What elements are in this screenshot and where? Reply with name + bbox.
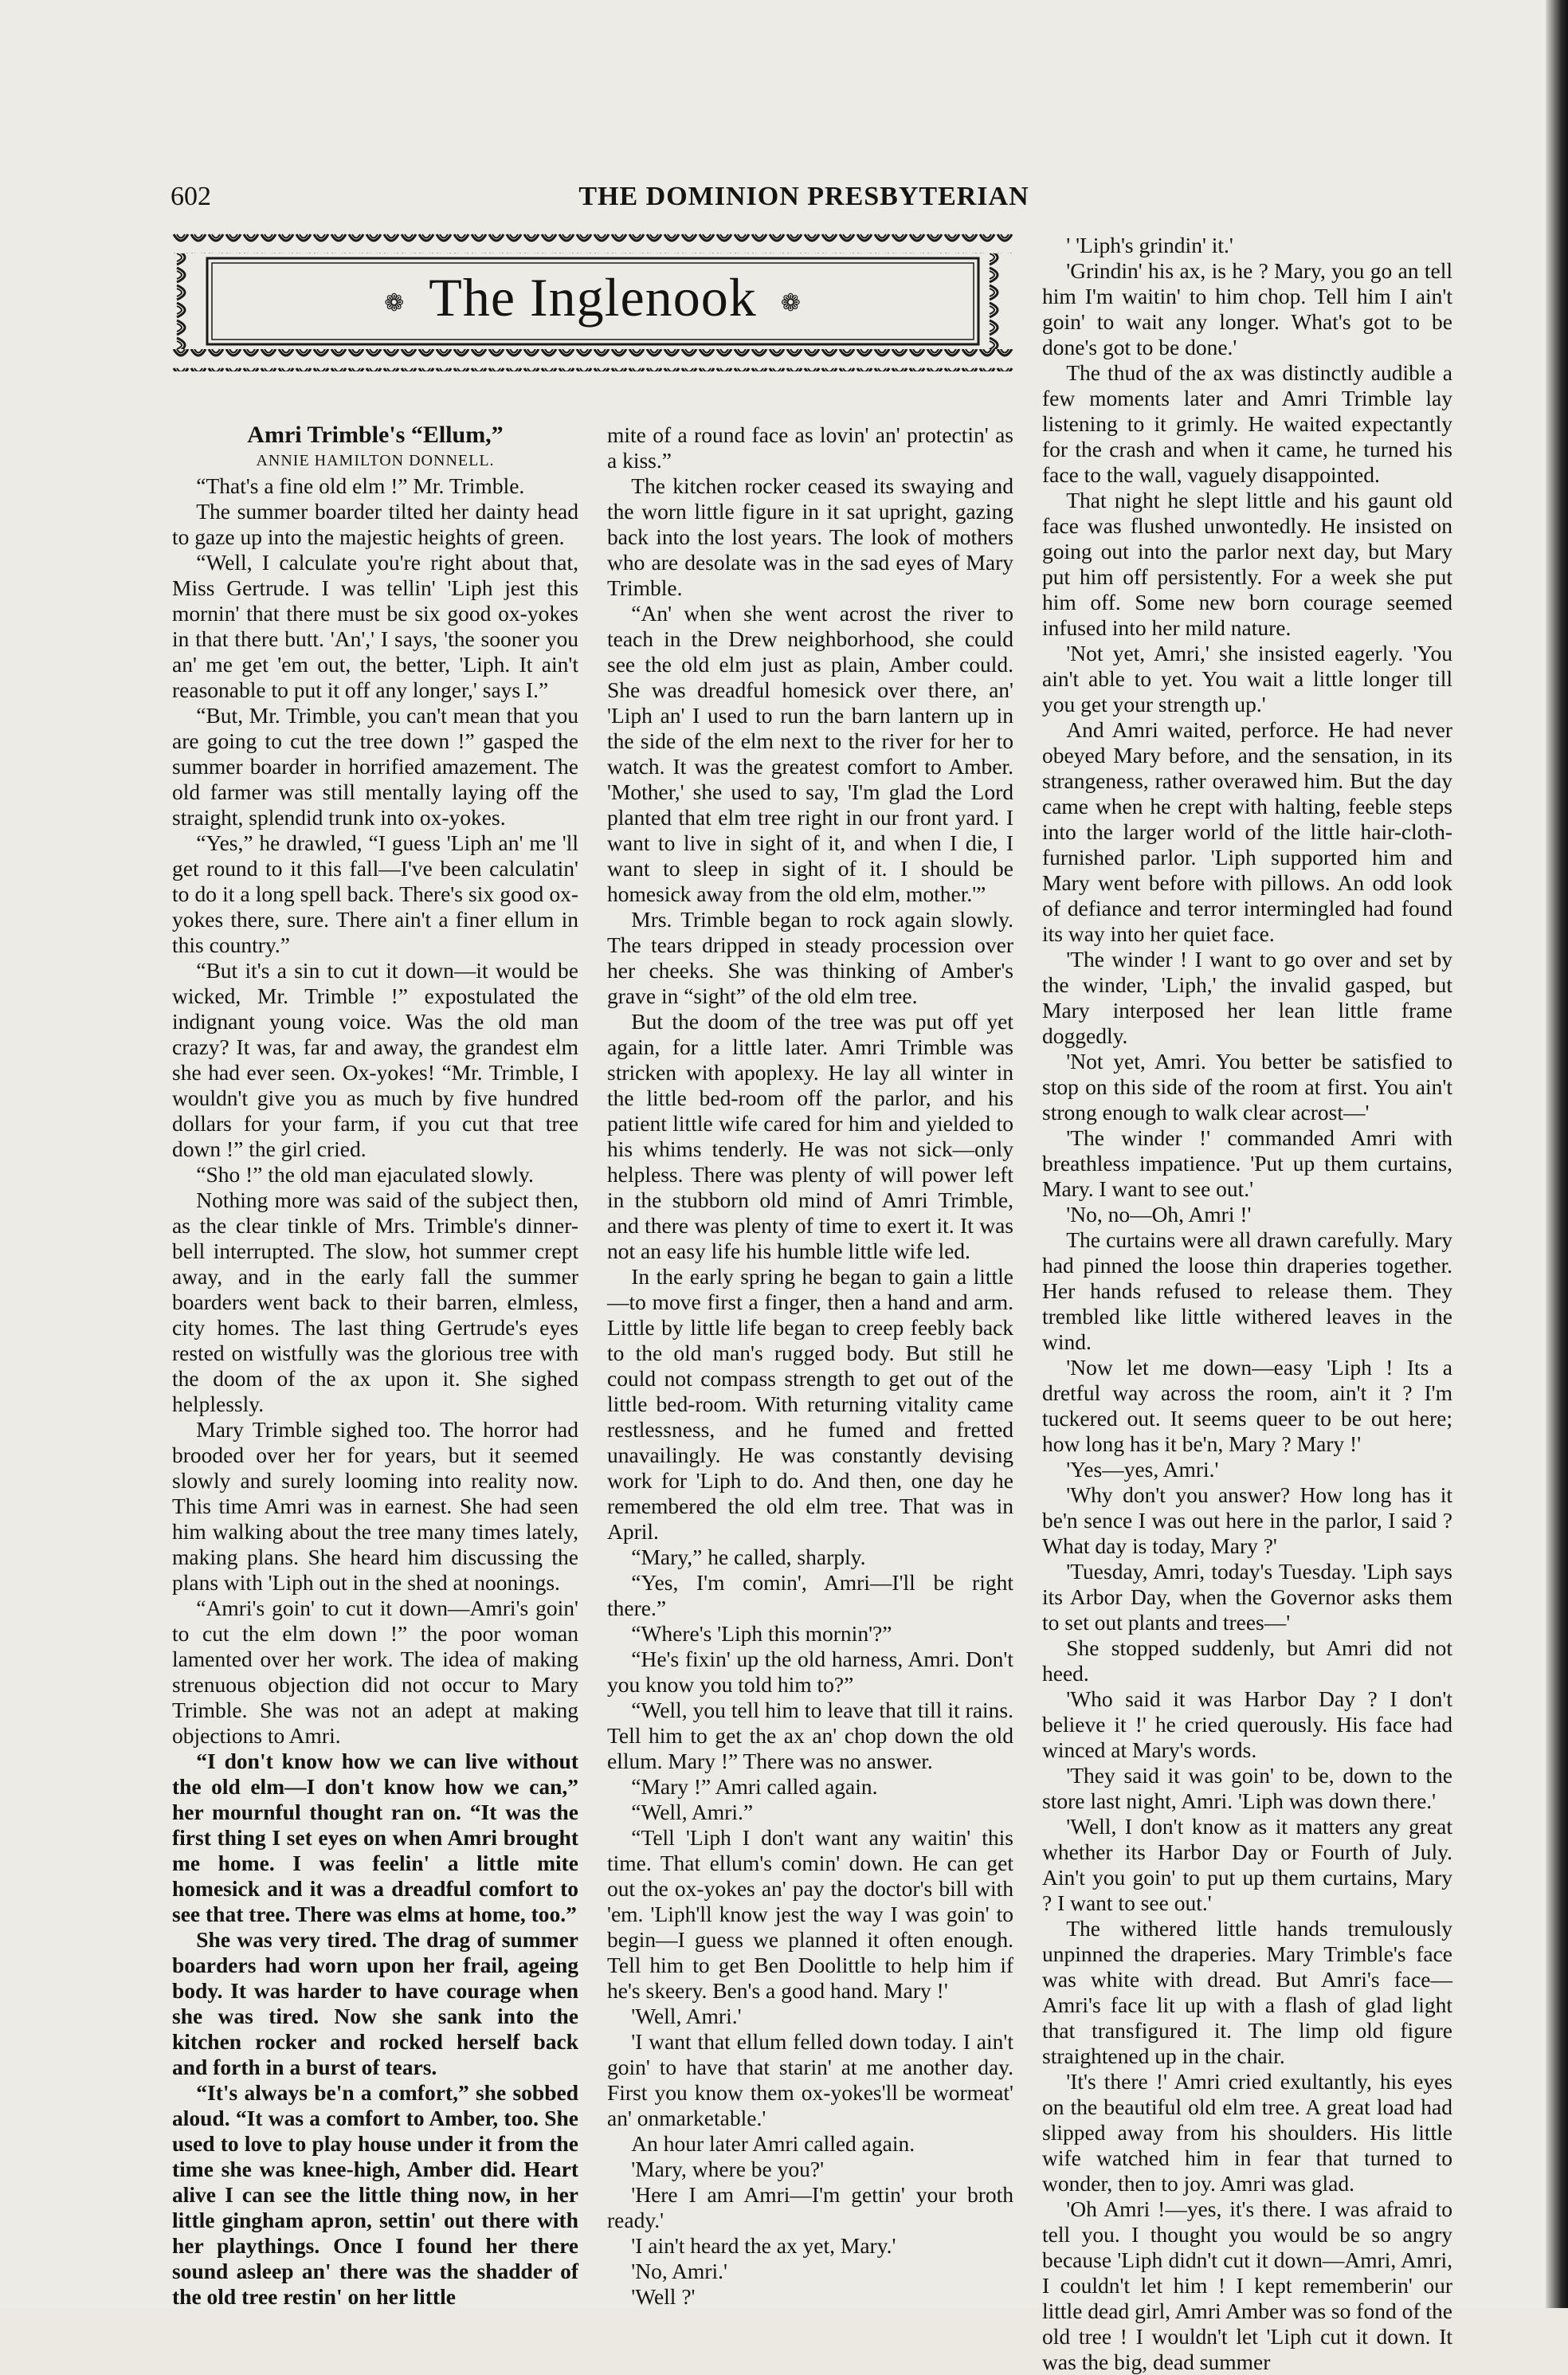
paragraph: In the early spring he began to gain a little—to move first a finger, then a hand and arm. Little by little life began to creep feebly back to the old man's rugged body. But still he could not compass strength to get out of the little bed-room. With returning vitality came restlessness, and he fumed and fretted unavailingly. He was constantly devising work for 'Liph to do. And then, one day he remembered the old elm tree. That was in April. [607,1264,1013,1544]
paragraph: 'Well, I don't know as it matters any great whether its Harbor Day or Fourth of July. Ain't you goin' to put up them curtains, Mary ? I want to see out.' [1042,1814,1452,1915]
paragraph: “An' when she went acrost the river to teach in the Drew neighborhood, she could see the old elm just as plain, Amber could. She was dreadful homesick over there, an' 'Liph an' I used to run the barn lantern up in the side of the elm next to the river for her to watch. It was the greatest comfort to Amber. 'Mother,' she used to say, 'I'm glad the Lord planted that elm tree right in our front yard. I want to live in sight of it, and when I die, I want to sleep in sight of it. I should be homesick away from the old elm, mother.'” [607,601,1013,906]
paragraph: The summer boarder tilted her dainty head to gaze up into the majestic heights of green. [172,499,578,549]
paragraph: 'Why don't you answer? How long has it be'n sence I was out here in the parlor, I said ? What day is today, Mary ?' [1042,1482,1452,1558]
banner-title-row [172,266,1013,329]
ornament-left-icon: ❁ [384,289,406,316]
paragraph: Nothing more was said of the subject then, as the clear tinkle of Mrs. Trimble's dinner-bell interrupted. The slow, hot summer crept away, and in the early fall the summer boarders went back to their barren, elmless, city homes. The last thing Gertrude's eyes rested on wistfully was the glorious tree with the doom of the ax upon it. She sighed helplessly. [172,1188,578,1416]
paragraph: 'I want that ellum felled down today. I ain't goin' to have that starin' at me another day. First you know them ox-yokes'll be wormeat' an' onmarketable.' [607,2029,1013,2130]
paragraph: 'The winder ! I want to go over and set by the winder, 'Liph,' the invalid gasped, but Mary interposed her lean little frame doggedly. [1042,947,1452,1048]
page-header [171,182,1374,222]
paragraph: 'No, Amri.' [631,2259,727,2283]
paragraph: 'Well ?' [631,2284,696,2309]
paragraph: 'Not yet, Amri,' she insisted eagerly. 'You ain't able to yet. You wait a little longer till you get your strength up.' [1042,641,1452,716]
paragraph: 'Not yet, Amri. You better be satisfied to stop on this side of the room at first. You ain't strong enough to walk clear acrost—' [1042,1049,1452,1125]
paragraph: “Amri's goin' to cut it down—Amri's goin' to cut the elm down !” the poor woman lamented over her work. The idea of making strenuous objection did not occur to Mary Trimble. She was not an adept at making objections to Amri. [172,1596,578,1748]
paragraph: Mary Trimble sighed too. The horror had brooded over her for years, but it seemed slowly and surely looming into reality now. This time Amri was in earnest. She had seen him walking about the tree many times lately, making plans. She heard him discussing the plans with 'Liph out in the shed at noonings. [172,1417,578,1595]
paragraph: “Yes, I'm comin', Amri—I'll be right there.” [607,1570,1013,1620]
paragraph: 'Grindin' his ax, is he ? Mary, you go an tell him I'm waitin' to him chop. Tell him I ain't goin' to wait any longer. What's got to be done's got to be done.' [1042,258,1452,359]
page-number: 602 [171,182,211,211]
paragraph: “It's always be'n a comfort,” she sobbed aloud. “It was a comfort to Amber, too. She used to love to play house under it from the time she was knee-high, Amber did. Heart alive I can see the little thing now, in her little gingham apron, settin' out there with her playthings. Once I found her there sound asleep an' there was the shadder of the old tree restin' on her little [172,2080,578,2309]
paragraph: She was very tired. The drag of summer boarders had worn upon her frail, ageing body. It was harder to have courage when she was tired. Now she sank into the kitchen rocker and rocked herself back and forth in a burst of tears. [172,1927,578,2079]
paragraph: 'I ain't heard the ax yet, Mary.' [631,2233,896,2258]
paragraph: And Amri waited, perforce. He had never obeyed Mary before, and the sensation, in its strangeness, rather overawed him. But the day came when he crept with halting, feeble steps into the larger world of the little hair-cloth-furnished parlor. 'Liph supported him and Mary went before with pillows. An odd look of defiance and terror intermingled had found its way into her quiet face. [1042,717,1452,946]
paragraph: “Where's 'Liph this mornin'?” [631,1621,892,1646]
story-author: ANNIE HAMILTON DONNELL. [256,452,495,469]
paragraph: 'Mary, where be you?' [631,2157,825,2181]
paragraph: Mrs. Trimble began to rock again slowly. The tears dripped in steady procession over her cheeks. She was thinking of Amber's grave in “sight” of the old elm tree. [607,907,1013,1008]
paragraph: 'Now let me down—easy 'Liph ! Its a dretful way across the room, ain't it ? I'm tuckered out. It seems queer to be out here; how long has it be'n, Mary ? Mary !' [1042,1355,1452,1456]
paragraph: The thud of the ax was distinctly audible a few moments later and Amri Trimble lay listening to it grimly. He waited expectantly for the crash and when it came, he turned his face to the wall, vaguely disappointed. [1042,360,1452,487]
paragraph: 'Oh Amri !—yes, it's there. I was afraid to tell you. I thought you would be so angry because 'Liph didn't cut it down—Amri, Amri, I couldn't let him ! I kept rememberin' our little dead girl, Amri Amber was so fond of the old tree ! I wouldn't let 'Liph cut it down. It was the big, dead summer [1042,2196,1452,2374]
scan-edge [1546,0,1568,2308]
paragraph: “Mary,” he called, sharply. [631,1545,866,1569]
paragraph: She stopped suddenly, but Amri did not heed. [1042,1635,1452,1686]
story-title: Amri Trimble's “Ellum,” [247,422,504,448]
paragraph: 'It's there !' Amri cried exultantly, his eyes on the beautiful old elm tree. A great load had slipped away from his shoulders. His little wife watched him in fear that turned to wonder, then to joy. Amri was glad. [1042,2069,1452,2196]
paragraph: 'Here I am Amri—I'm gettin' your broth ready.' [607,2182,1013,2232]
paragraph: The kitchen rocker ceased its swaying and the worn little figure in it sat upright, gazing back into the lost years. The look of mothers who are desolate was in the sad eyes of Mary Trimble. [607,473,1013,600]
paragraph: 'The winder !' commanded Amri with breathless impatience. 'Put up them curtains, Mary. I want to see out.' [1042,1125,1452,1201]
paragraph: ' 'Liph's grindin' it.' [1066,233,1233,257]
paragraph: “Sho !” the old man ejaculated slowly. [196,1162,534,1187]
paragraph: 'They said it was goin' to be, down to the store last night, Amri. 'Liph was down there.' [1042,1763,1452,1813]
paragraph: “Well, you tell him to leave that till it rains. Tell him to get the ax an' chop down the old ellum. Mary !” There was no answer. [607,1698,1013,1773]
paragraph: “Mary !” Amri called again. [631,1774,878,1799]
paragraph: “But, Mr. Trimble, you can't mean that you are going to cut the tree down !” gasped the summer boarder in horrified amazement. The old farmer was still mentally laying off the straight, splendid trunk into ox-yokes. [172,703,578,830]
paragraph: 'Well, Amri.' [631,2004,742,2028]
paragraph: The curtains were all drawn carefully. Mary had pinned the loose thin draperies together. Her hands refused to release them. They trembled like little withered leaves in the wind. [1042,1227,1452,1354]
paragraph: But the doom of the tree was put off yet again, for a little later. Amri Trimble was stricken with apoplexy. He lay all winter in the little bed-room off the parlor, and his patient little wife cared for him and yielded to his whims tenderly. He was not sick—only helpless. There was plenty of will power left in the stubborn old mind of Amri Trimble, and there was plenty of time to exert it. It was not an easy life his humble little wife led. [607,1009,1013,1263]
paragraph: “He's fixin' up the old harness, Amri. Don't you know you told him to?” [607,1647,1013,1697]
paragraph: “That's a fine old elm !” Mr. Trimble. [196,473,525,498]
paragraph: 'Who said it was Harbor Day ? I don't believe it !' he cried querously. His face had winced at Mary's words. [1042,1686,1452,1762]
section-banner [172,231,1013,371]
ornament-right-icon: ❁ [780,289,802,316]
paragraph: “I don't know how we can live without the old elm—I don't know how we can,” her mournful thought ran on. “It was the first thing I set eyes on when Amri brought me home. I was feelin' a little mite homesick and it was a dreadful comfort to see that tree. There was elms at home, too.” [172,1749,578,1926]
column-2 [607,422,1013,2310]
section-title: The Inglenook [429,267,757,328]
column-1 [172,422,578,2310]
paragraph: “Well, Amri.” [631,1800,754,1824]
journal-title: THE DOMINION PRESBYTERIAN [578,182,1029,211]
paragraph: That night he slept little and his gaunt old face was flushed unwontedly. He insisted on going out into the parlor next day, but Mary put him off persistently. For a week she put him off. Some new born courage seemed infused into her mild nature. [1042,488,1452,640]
paragraph: “Tell 'Liph I don't want any waitin' this time. That ellum's comin' down. He can get out the ox-yokes an' pay the doctor's bill with 'em. 'Liph'll know jest the way I was goin' to begin—I guess we planned it often enough. Tell him to get Ben Doolittle to help him if he's skeery. Ben's a good hand. Mary !' [607,1825,1013,2003]
paragraph: “But it's a sin to cut it down—it would be wicked, Mr. Trimble !” expostulated the indignant young voice. Was the old man crazy? It was, far and away, the grandest elm she had ever seen. Ox-yokes! “Mr. Trimble, I wouldn't give you as much by five hundred dollars for your farm, if you cut that tree down !” the girl cried. [172,958,578,1161]
column-3 [1042,233,1452,2375]
paragraph: An hour later Amri called again. [631,2131,915,2156]
paragraph: “Yes,” he drawled, “I guess 'Liph an' me 'll get round to it this fall—I've been calculatin' to do it a long spell back. There's six good ox-yokes there, sure. There ain't a finer ellum in this country.” [172,830,578,957]
paragraph: The withered little hands tremulously unpinned the draperies. Mary Trimble's face was white with dread. But Amri's face—Amri's face lit up with a flash of glad light that transfigured it. The limp old figure straightened up in the chair. [1042,1916,1452,2068]
paragraph: 'Tuesday, Amri, today's Tuesday. 'Liph says its Arbor Day, when the Governor asks them to set out plants and trees—' [1042,1559,1452,1635]
paragraph: 'Yes—yes, Amri.' [1066,1457,1219,1482]
paragraph: mite of a round face as lovin' an' protectin' as a kiss.” [607,422,1013,473]
paragraph: 'No, no—Oh, Amri !' [1066,1202,1252,1227]
paragraph: “Well, I calculate you're right about that, Miss Gertrude. I was tellin' 'Liph jest this mornin' that there must be six good ox-yokes in that there butt. 'An',' I says, 'the sooner you an' me get 'em out, the better, 'Liph. It ain't reasonable to put it off any longer,' says I.” [172,550,578,702]
